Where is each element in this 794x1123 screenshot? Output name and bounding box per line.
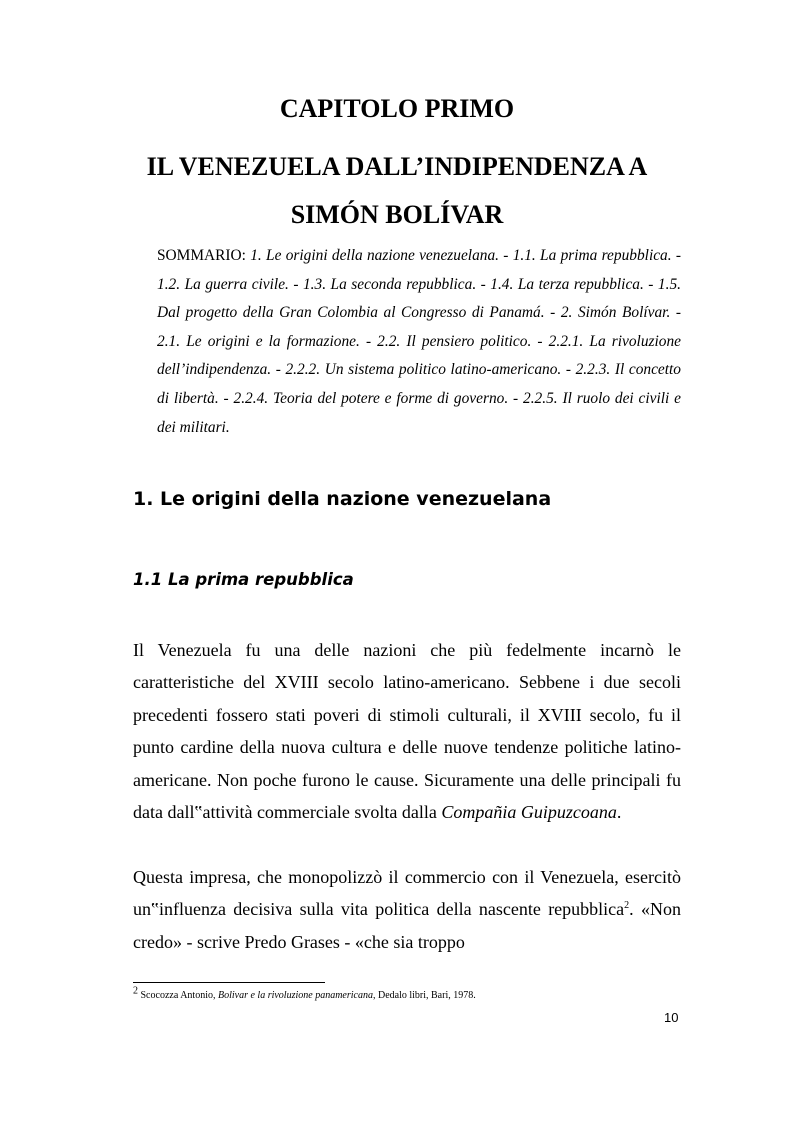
section-heading: 1. Le origini della nazione venezuelana [133, 488, 552, 510]
p1-text: Il Venezuela fu una delle nazioni che più fedelmente incarnò le caratteristiche del XVIII secolo latino-americano. Sebbene i due secoli precedenti fossero stati poveri di stimoli culturali, il XVIII secolo, fu il punto cardine della nuova cultura e delle nuove tendenze politiche latino-americane. Non poche furono le cause. Sicuramente una delle principali fu data dall‟attività commerciale svolta dalla [133, 640, 681, 823]
footnote-separator [133, 982, 325, 983]
p2-end: . «Non credo» - scrive Predo Grases - «che sia troppo [133, 899, 681, 952]
summary-lead: SOMMARIO: [157, 247, 251, 264]
chapter-title-line-2: SIMÓN BOLÍVAR [290, 200, 504, 229]
body-paragraph-1 [133, 634, 681, 828]
chapter-title-line-1: IL VENEZUELA DALL’INDIPENDENZA A [146, 152, 648, 181]
p1-italic: Compañia Guipuzcoana [441, 802, 617, 823]
footnote-author: Scocozza Antonio, [138, 990, 218, 1001]
page-number: 10 [664, 1010, 679, 1025]
body-paragraph-2 [133, 861, 681, 958]
summary-text: 1. Le origini della nazione venezuelana. - 1.1. La prima repubblica. - 1.2. La guerra civile. - 1.3. La seconda repubblica. - 1.4. La terza repubblica. - 1.5. Dal progetto della Gran Colombia al Congresso di Panamá. - 2. Simón Bolívar. - 2.1. Le origini e la formazione. - 2.2. Il pensiero politico. - 2.2.1. La rivoluzione dell’indipendenza. - 2.2.2. Un sistema politico latino-americano. - 2.2.3. Il concetto di libertà. - 2.2.4. Teoria del potere e forme di governo. - 2.2.5. Il ruolo dei civili e dei militari. [157, 247, 681, 436]
footnote [133, 985, 476, 1001]
footnote-number: 2 [133, 985, 138, 997]
footnote-rest: , Dedalo libri, Bari, 1978. [372, 990, 476, 1001]
footnote-ref[interactable]: 2 [624, 900, 630, 912]
chapter-label: CAPITOLO PRIMO [279, 94, 515, 123]
chapter-summary [157, 242, 681, 442]
p1-end: . [616, 802, 622, 823]
subsection-heading: 1.1 La prima repubblica [133, 570, 354, 589]
footnote-title: Bolivar e la rivoluzione panamericana [217, 990, 373, 1001]
p2-text: Questa impresa, che monopolizzò il commercio con il Venezuela, esercitò un‟influenza decisiva sulla vita politica della nascente repubblica [133, 867, 681, 920]
